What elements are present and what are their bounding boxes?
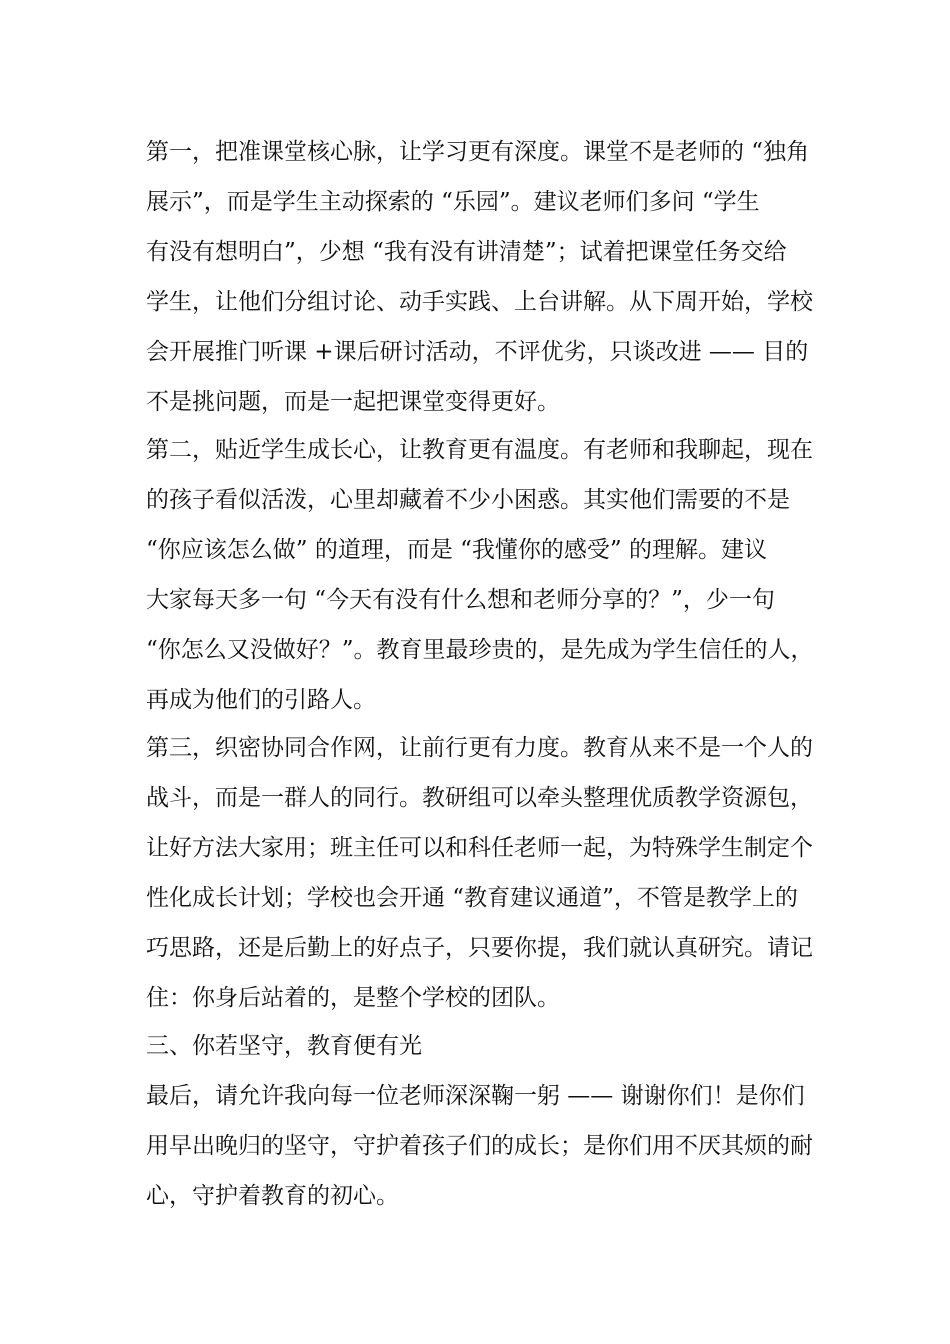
paragraph-3-line-6: 住：你身后站着的，是整个学校的团队。 <box>146 985 560 1011</box>
paragraph-2-line-6: 再成为他们的引路人。 <box>146 687 376 713</box>
paragraph-4-line-1: 最后，请允许我向每一位老师深深鞠一躬 —— 谢谢你们！是你们 <box>146 1083 805 1109</box>
paragraph-3-line-3: 让好方法大家用；班主任可以和科任老师一起，为特殊学生制定个 <box>146 835 813 861</box>
paragraph-2-line-3: “你应该怎么做” 的道理，而是 “我懂你的感受” 的理解。建议 <box>146 537 767 563</box>
paragraph-2-line-4: 大家每天多一句 “今天有没有什么想和老师分享的？”，少一句 <box>146 587 775 613</box>
paragraph-1-line-5: 会开展推门听课 +课后研讨活动，不评优劣，只谈改进 —— 目的 <box>146 339 809 365</box>
paragraph-1-line-4: 学生，让他们分组讨论、动手实践、上台讲解。从下周开始，学校 <box>146 289 813 315</box>
paragraph-3-line-2: 战斗，而是一群人的同行。教研组可以牵头整理优质教学资源包， <box>146 785 813 811</box>
paragraph-4-line-2: 用早出晚归的坚守，守护着孩子们的成长；是你们用不厌其烦的耐 <box>146 1133 813 1159</box>
paragraph-2-line-2: 的孩子看似活泼，心里却藏着不少小困惑。其实他们需要的不是 <box>146 487 790 513</box>
paragraph-1-line-1: 第一，把准课堂核心脉，让学习更有深度。课堂不是老师的 “独角 <box>146 139 810 165</box>
paragraph-3-line-5: 巧思路，还是后勤上的好点子，只要你提，我们就认真研究。请记 <box>146 935 813 961</box>
paragraph-3-line-4: 性化成长计划；学校也会开通 “教育建议通道”，不管是教学上的 <box>146 885 798 911</box>
paragraph-2-line-5: “你怎么又没做好？”。教育里最珍贵的，是先成为学生信任的人， <box>146 637 814 663</box>
paragraph-1-line-3: 有没有想明白”，少想 “我有没有讲清楚”；试着把课堂任务交给 <box>146 239 787 265</box>
paragraph-1-line-2: 展示”，而是学生主动探索的 “乐园”。建议老师们多问 “学生 <box>146 189 760 215</box>
paragraph-4-line-3: 心，守护着教育的初心。 <box>146 1183 399 1209</box>
paragraph-2-line-1: 第二，贴近学生成长心，让教育更有温度。有老师和我聊起，现在 <box>146 437 813 463</box>
paragraph-3-line-1: 第三，织密协同合作网，让前行更有力度。教育从来不是一个人的 <box>146 735 813 761</box>
paragraph-1-line-6: 不是挑问题，而是一起把课堂变得更好。 <box>146 389 560 415</box>
section-heading-3: 三、你若坚守，教育便有光 <box>146 1033 422 1059</box>
